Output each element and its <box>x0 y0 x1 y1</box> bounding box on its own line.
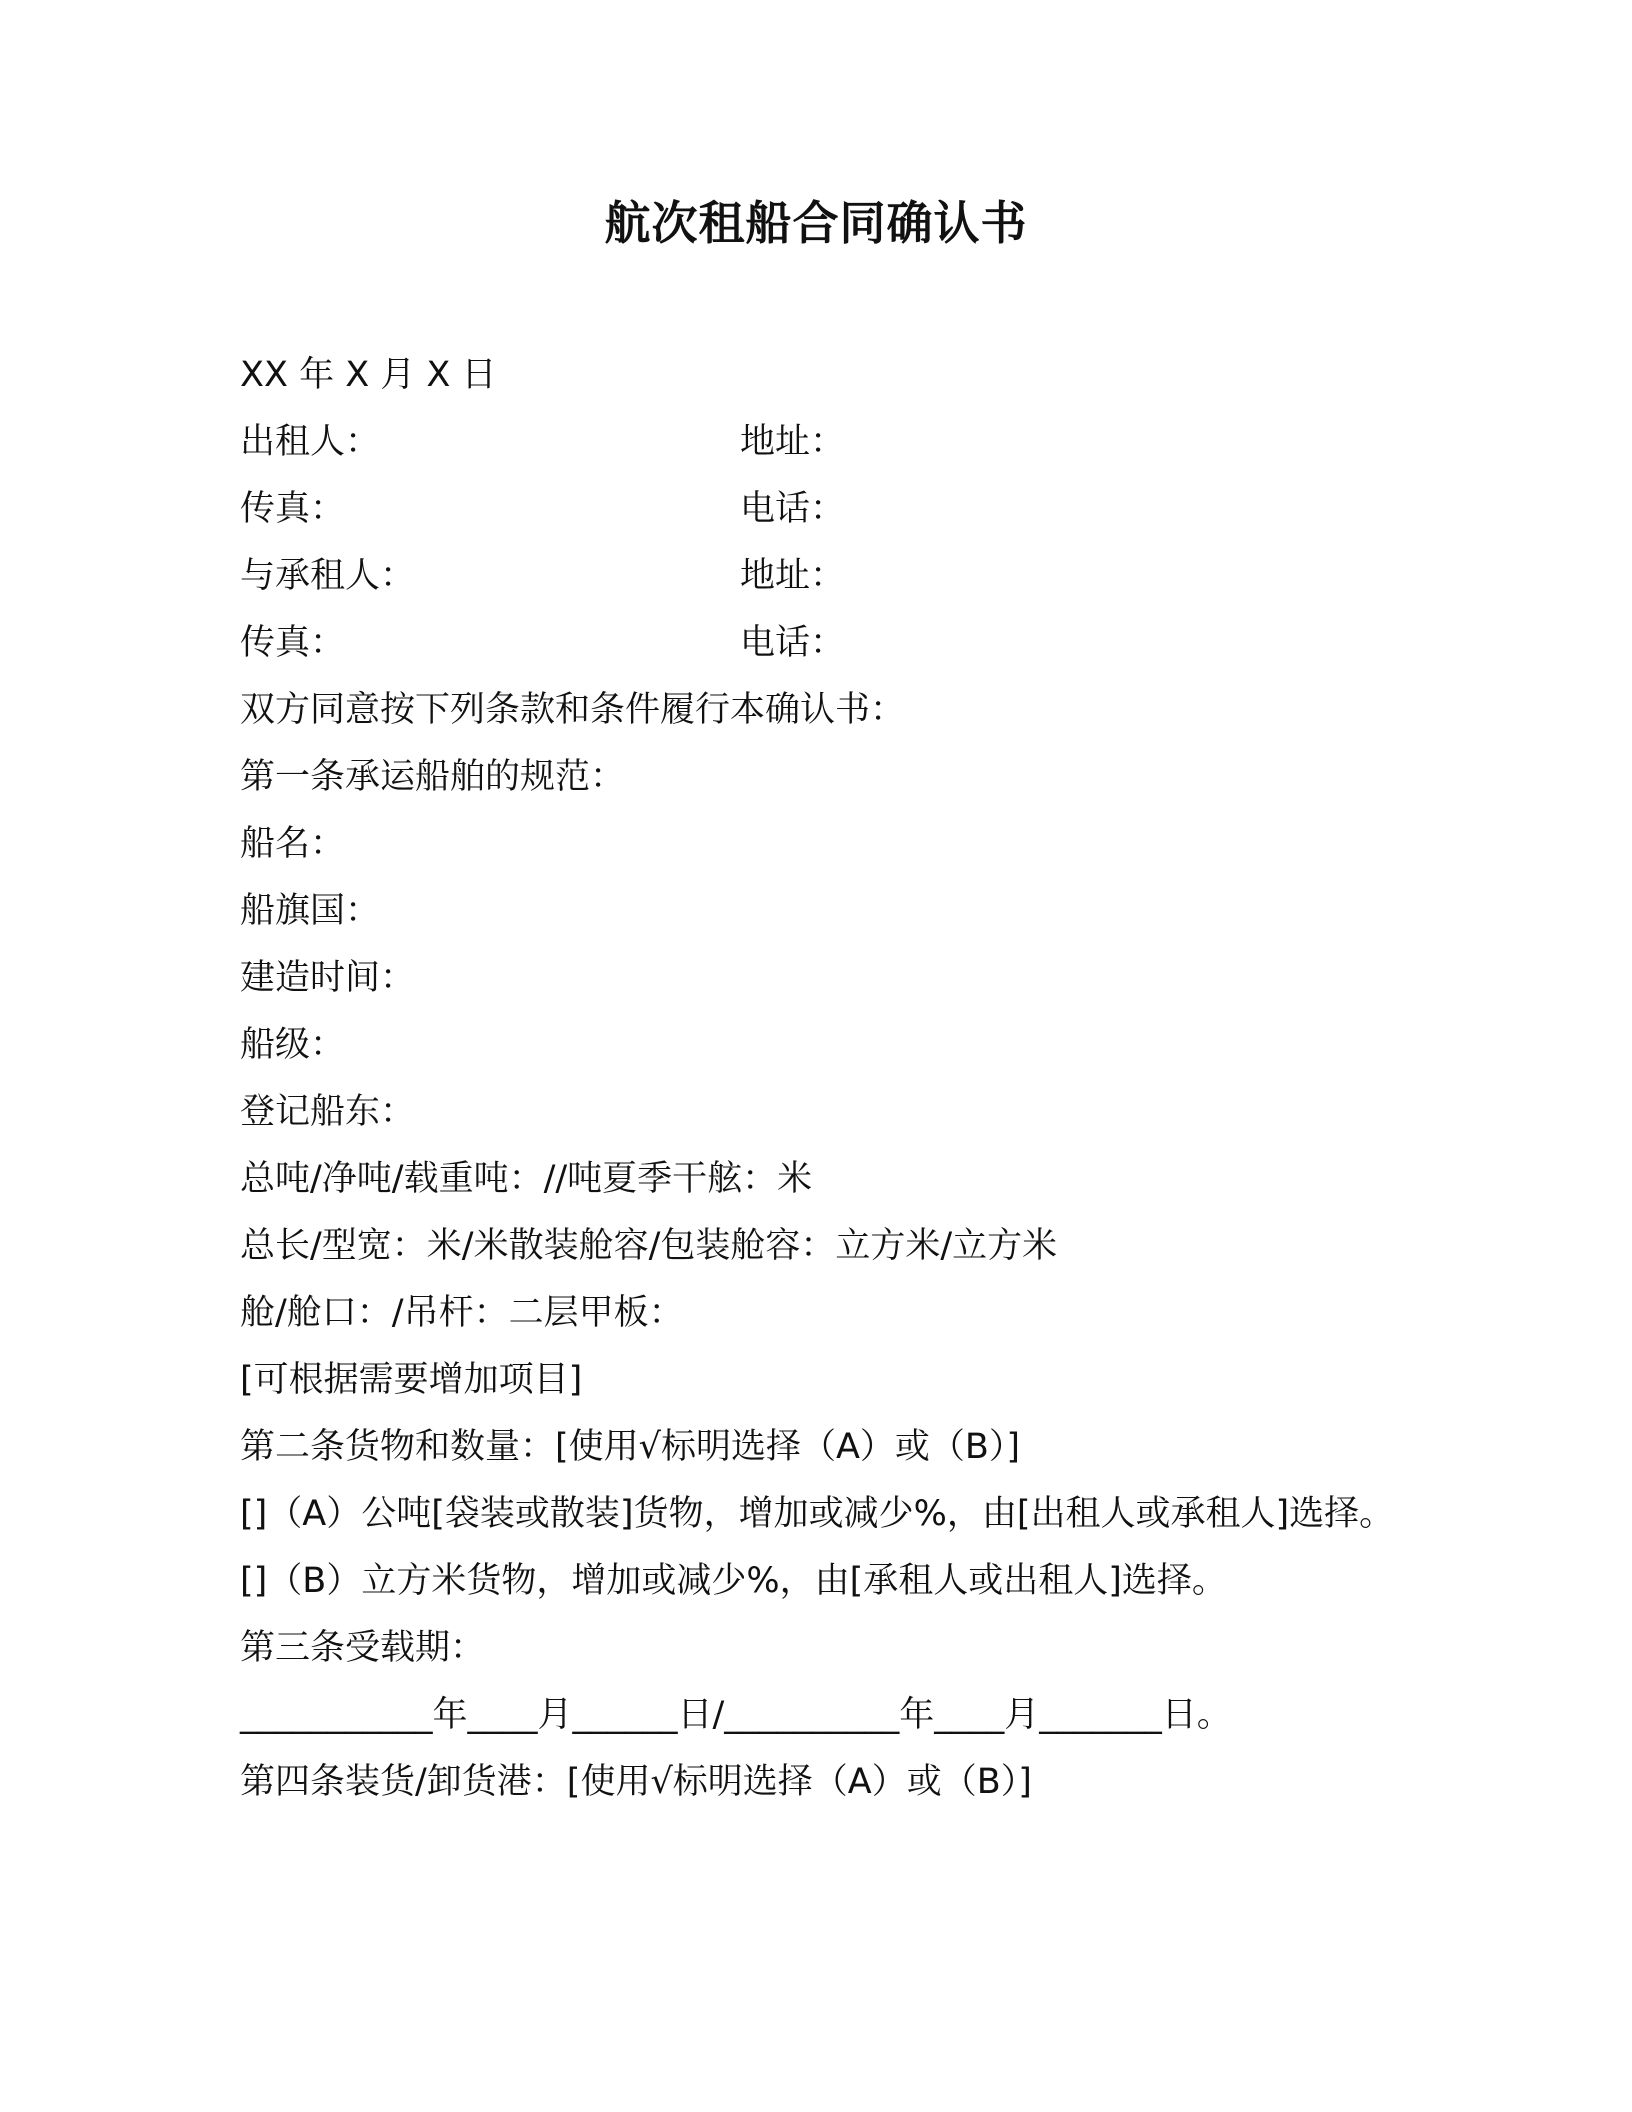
ship-class-field: 船级： <box>240 1025 346 1065</box>
ship-name-field: 船名： <box>240 824 346 864</box>
party-row <box>240 409 1420 476</box>
intro-paragraph: 双方同意按下列条款和条件履行本确认书： <box>240 690 906 730</box>
article-2-heading: 第二条货物和数量：[使用√标明选择（A）或（B）] <box>240 1427 1021 1467</box>
lessee-phone-label: 电话： <box>740 623 846 663</box>
party-row <box>240 476 1420 543</box>
party-row <box>240 610 1420 677</box>
party-row <box>240 543 1420 610</box>
lessor-label: 出租人： <box>240 422 381 462</box>
article-1-heading: 第一条承运船舶的规范： <box>240 757 626 797</box>
flag-state-field: 船旗国： <box>240 891 381 931</box>
date-line: XX 年 X 月 X 日 <box>240 355 497 395</box>
article-3-heading: 第三条受载期： <box>240 1628 486 1668</box>
registered-owner-field: 登记船东： <box>240 1092 416 1132</box>
lessor-fax-label: 传真： <box>240 489 346 529</box>
holds-field: 舱/舱口：/吊杆：二层甲板： <box>240 1293 684 1333</box>
lessee-address-label: 地址： <box>740 556 846 596</box>
lessee-fax-label: 传真： <box>240 623 346 663</box>
article-2-option-a: []（A）公吨[袋装或散装]货物，增加或减少%，由[出租人或承租人]选择。 <box>240 1494 1395 1534</box>
build-time-field: 建造时间： <box>240 958 416 998</box>
additional-items-note: [可根据需要增加项目] <box>240 1360 583 1400</box>
article-2-option-b: []（B）立方米货物，增加或减少%，由[承租人或出租人]选择。 <box>240 1561 1227 1601</box>
tonnage-field: 总吨/净吨/载重吨：//吨夏季干舷：米 <box>240 1159 813 1199</box>
lessor-address-label: 地址： <box>740 422 846 462</box>
dimensions-field: 总长/型宽：米/米散装舱容/包装舱容：立方米/立方米 <box>240 1226 1058 1266</box>
lessor-phone-label: 电话： <box>740 489 846 529</box>
laycan-dates: ___________年____月______日/__________年____月_______日。 <box>240 1695 1232 1735</box>
article-4-heading: 第四条装货/卸货港：[使用√标明选择（A）或（B）] <box>240 1762 1032 1802</box>
document-body <box>240 342 1420 1816</box>
lessee-label: 与承租人： <box>240 556 416 596</box>
document-title: 航次租船合同确认书 <box>604 196 1028 250</box>
